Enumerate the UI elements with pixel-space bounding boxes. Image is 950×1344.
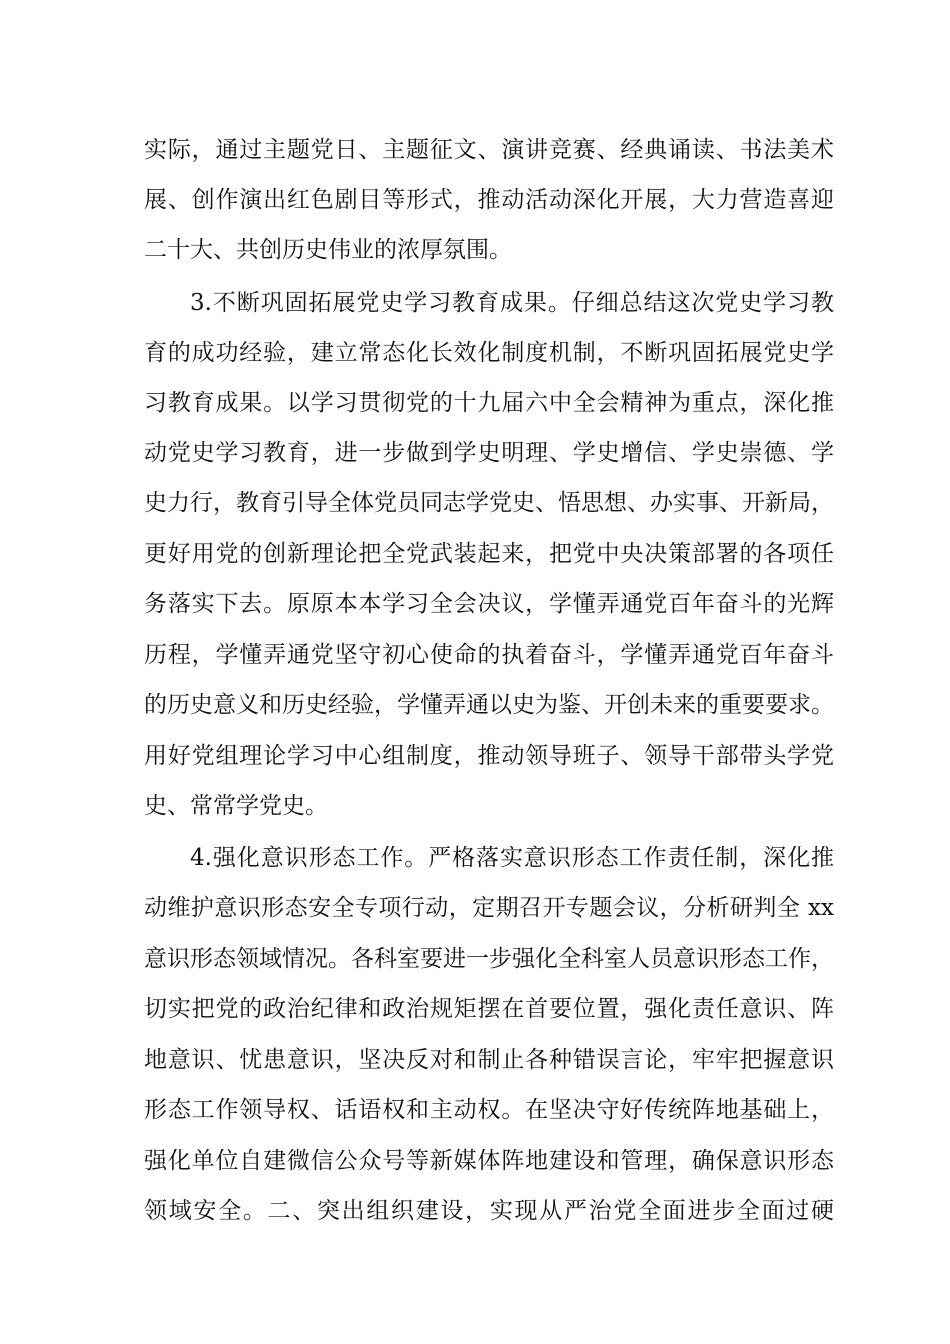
text-line: 意识形态领域情况。各科室要进一步强化全科室人员意识形态工作， (144, 946, 834, 972)
text-line: 务落实下去。原原本本学习全会决议，学懂弄通党百年奋斗的光辉 (144, 591, 834, 617)
text-line: 史力行，教育引导全体党员同志学党史、悟思想、办实事、开新局， (144, 490, 834, 516)
text-line: 动维护意识形态安全专项行动，定期召开专题会议，分析研判全 xx (144, 895, 834, 921)
text-line: 切实把党的政治纪律和政治规矩摆在首要位置，强化责任意识、阵 (144, 996, 834, 1022)
text-line: 动党史学习教育，进一步做到学史明理、学史增信、学史崇德、学 (144, 440, 834, 466)
text-line: 实际，通过主题党日、主题征文、演讲竞赛、经典诵读、书法美术 (144, 137, 834, 163)
text-line: 形态工作领导权、话语权和主动权。在坚决守好传统阵地基础上， (144, 1097, 834, 1123)
text-line: 领域安全。二、突出组织建设，实现从严治党全面进步全面过硬 (144, 1198, 834, 1224)
text-line: 育的成功经验，建立常态化长效化制度机制，不断巩固拓展党史学 (144, 340, 834, 366)
text-line: 用好党组理论学习中心组制度，推动领导班子、领导干部带头学党 (144, 743, 834, 769)
text-line: 更好用党的创新理论把全党武装起来，把党中央决策部署的各项任 (144, 541, 834, 567)
text-line: 习教育成果。以学习贯彻党的十九届六中全会精神为重点，深化推 (144, 390, 834, 416)
text-line: 二十大、共创历史伟业的浓厚氛围。 (144, 237, 512, 263)
text-line: 地意识、忧患意识，坚决反对和制止各种错误言论，牢牢把握意识 (144, 1047, 834, 1073)
section-heading-line: 3.不断巩固拓展党史学习教育成果。仔细总结这次党史学习教 (190, 290, 834, 316)
text-line: 史、常常学党史。 (144, 793, 328, 819)
text-line: 强化单位自建微信公众号等新媒体阵地建设和管理，确保意识形态 (144, 1148, 834, 1174)
text-line: 历程，学懂弄通党坚守初心使命的执着奋斗，学懂弄通党百年奋斗 (144, 642, 834, 668)
text-line: 展、创作演出红色剧目等形式，推动活动深化开展，大力营造喜迎 (144, 187, 834, 213)
text-line: 的历史意义和历史经验，学懂弄通以史为鉴、开创未来的重要要求。 (144, 692, 834, 718)
section-heading-line: 4.强化意识形态工作。严格落实意识形态工作责任制，深化推 (190, 845, 834, 871)
